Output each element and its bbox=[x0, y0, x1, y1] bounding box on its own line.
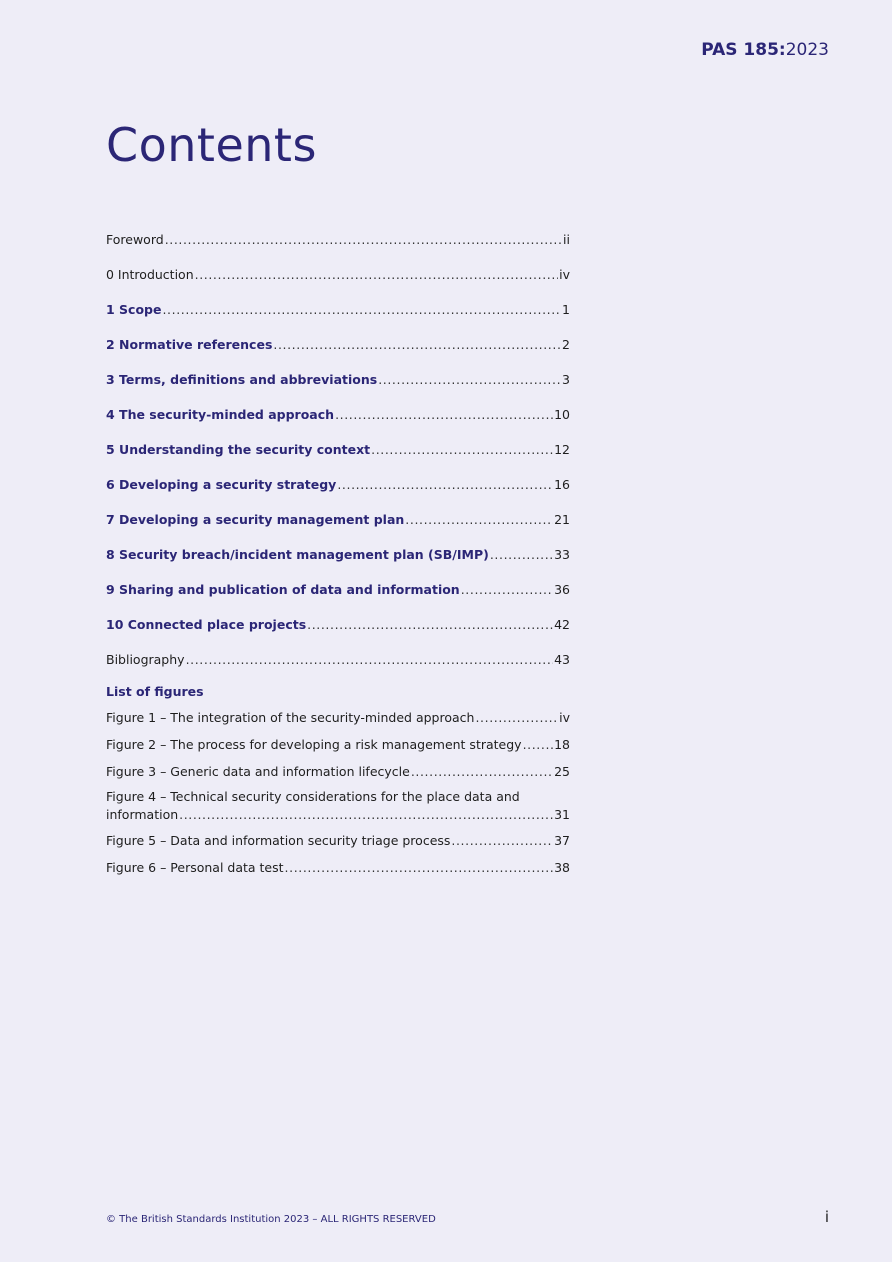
toc-entry-security-context[interactable] bbox=[106, 440, 570, 460]
toc-entry-label: 3 Terms, definitions and abbreviations bbox=[106, 372, 378, 387]
toc-entry-label: 0 Introduction bbox=[106, 267, 194, 282]
toc-entry-page: 16 bbox=[554, 477, 570, 492]
figure-entry-5[interactable] bbox=[106, 831, 570, 851]
toc-entry-label: 7 Developing a security management plan bbox=[106, 512, 405, 527]
table-of-contents bbox=[106, 230, 570, 885]
toc-entry-security-minded-approach[interactable] bbox=[106, 405, 570, 425]
toc-entry-introduction[interactable] bbox=[106, 265, 570, 285]
toc-entry-label: Foreword bbox=[106, 232, 164, 247]
toc-entry-page: 42 bbox=[554, 617, 570, 632]
figure-entry-label: Figure 2 – The process for developing a risk management strategy bbox=[106, 736, 522, 752]
list-of-figures-heading: List of figures bbox=[106, 684, 204, 699]
figure-entry-4[interactable] bbox=[106, 788, 570, 824]
figure-entry-label-line1: Figure 4 – Technical security considerations for the place data and bbox=[106, 789, 520, 805]
page-number: i bbox=[824, 1208, 829, 1226]
figure-entry-label: Figure 5 – Data and information security triage process bbox=[106, 833, 451, 849]
toc-entry-label: 4 The security-minded approach bbox=[106, 407, 335, 422]
document-code-number: PAS 185: bbox=[701, 40, 786, 60]
list-of-figures bbox=[106, 708, 570, 878]
toc-entry-terms-definitions[interactable] bbox=[106, 370, 570, 390]
toc-entry-label: 1 Scope bbox=[106, 302, 162, 317]
toc-entry-label: 8 Security breach/incident management plan (SB/IMP) bbox=[106, 547, 489, 562]
figure-entry-page: 38 bbox=[554, 860, 570, 876]
toc-entry-bibliography[interactable] bbox=[106, 650, 570, 670]
toc-entry-normative-references[interactable] bbox=[106, 335, 570, 355]
toc-entry-breach-incident-plan[interactable] bbox=[106, 545, 570, 565]
figure-entry-2[interactable] bbox=[106, 735, 570, 755]
toc-entry-page: 43 bbox=[554, 652, 570, 667]
figure-entry-6[interactable] bbox=[106, 858, 570, 878]
figure-entry-page: 18 bbox=[554, 736, 570, 752]
toc-entry-page: ii bbox=[563, 232, 570, 247]
toc-entry-label: 2 Normative references bbox=[106, 337, 273, 352]
page-title: Contents bbox=[106, 118, 317, 172]
figure-entry-label: Figure 1 – The integration of the security-minded approach bbox=[106, 710, 475, 725]
toc-entry-security-management-plan[interactable] bbox=[106, 510, 570, 530]
toc-entry-label: 9 Sharing and publication of data and information bbox=[106, 582, 460, 597]
toc-entry-page: 12 bbox=[554, 442, 570, 457]
figure-entry-label: Figure 6 – Personal data test bbox=[106, 860, 284, 876]
copyright-notice: © The British Standards Institution 2023 – ALL RIGHTS RESERVED bbox=[106, 1214, 436, 1225]
toc-entry-foreword[interactable] bbox=[106, 230, 570, 250]
toc-entry-scope[interactable] bbox=[106, 300, 570, 320]
document-code bbox=[701, 40, 829, 60]
toc-entry-connected-place-projects[interactable] bbox=[106, 615, 570, 635]
toc-entry-label: 10 Connected place projects bbox=[106, 617, 307, 632]
toc-entry-label: 6 Developing a security strategy bbox=[106, 477, 337, 492]
figure-entry-page: iv bbox=[559, 710, 570, 725]
toc-entry-label: 5 Understanding the security context bbox=[106, 442, 371, 457]
toc-entry-page: 10 bbox=[554, 407, 570, 422]
figure-entry-page: 25 bbox=[554, 763, 570, 779]
figure-entry-3[interactable] bbox=[106, 762, 570, 782]
figure-entry-page: 37 bbox=[554, 833, 570, 849]
toc-entry-page: 33 bbox=[554, 547, 570, 562]
figure-entry-1[interactable] bbox=[106, 708, 570, 728]
figure-entry-page: 31 bbox=[554, 807, 570, 823]
toc-entry-page: 36 bbox=[554, 582, 570, 597]
toc-entry-sharing-publication[interactable] bbox=[106, 580, 570, 600]
figure-entry-label: Figure 3 – Generic data and information lifecycle bbox=[106, 763, 410, 779]
toc-entry-page: 21 bbox=[554, 512, 570, 527]
toc-entry-page: 3 bbox=[562, 372, 570, 387]
figure-entry-label: information bbox=[106, 807, 179, 823]
toc-entry-page: iv bbox=[559, 267, 570, 282]
toc-entry-security-strategy[interactable] bbox=[106, 475, 570, 495]
toc-entry-label: Bibliography bbox=[106, 652, 185, 667]
toc-entry-page: 1 bbox=[562, 302, 570, 317]
document-code-year: 2023 bbox=[785, 40, 829, 60]
toc-entry-page: 2 bbox=[562, 337, 570, 352]
